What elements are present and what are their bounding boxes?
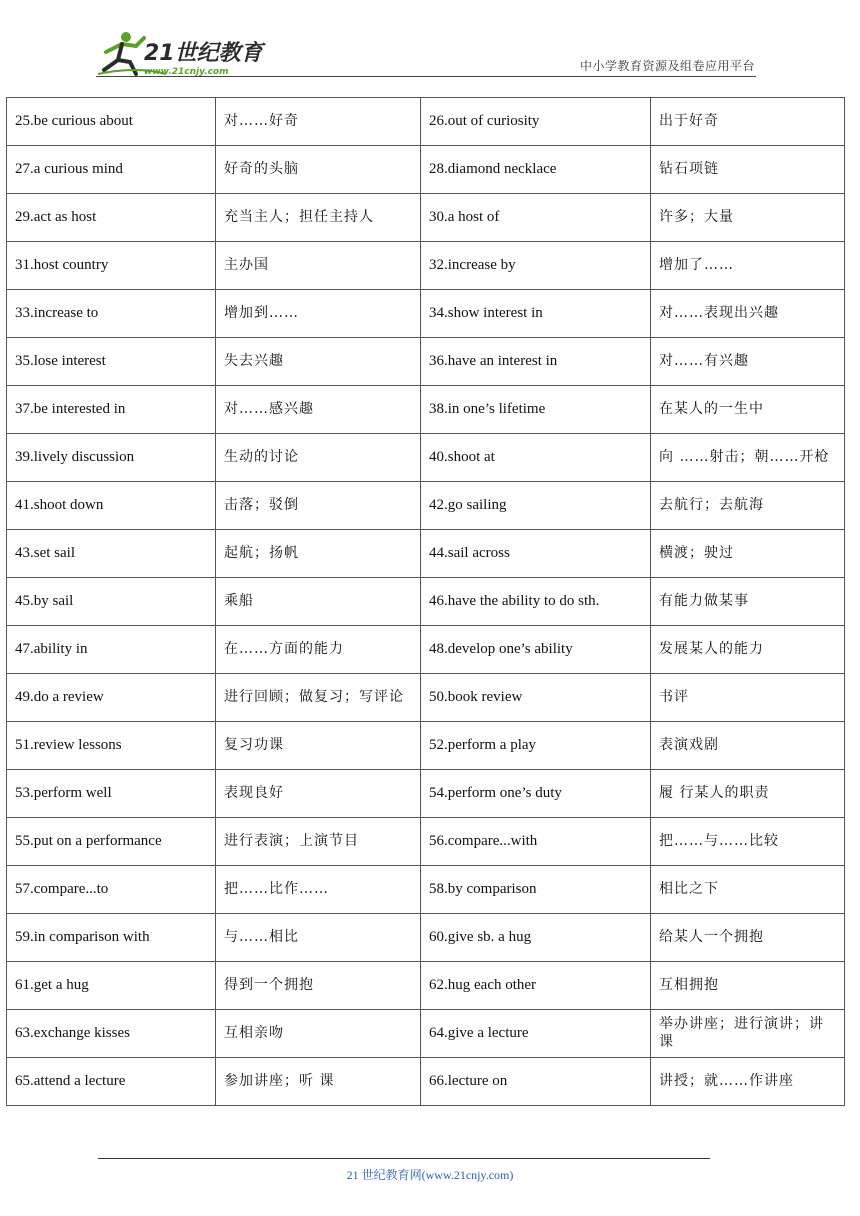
meaning-cell: 进行回顾；做复习；写评论 [216, 674, 421, 722]
meaning-cell: 对……有兴趣 [651, 338, 845, 386]
phrase-cell: 49.do a review [7, 674, 216, 722]
table-row [7, 1010, 845, 1058]
meaning-cell: 书评 [651, 674, 845, 722]
meaning-cell: 好奇的头脑 [216, 146, 421, 194]
phrase-cell: 48.develop one’s ability [421, 626, 651, 674]
phrase-cell: 33.increase to [7, 290, 216, 338]
meaning-cell: 把……比作…… [216, 866, 421, 914]
table-row [7, 290, 845, 338]
meaning-cell: 对……表现出兴趣 [651, 290, 845, 338]
phrase-cell: 60.give sb. a hug [421, 914, 651, 962]
phrase-cell: 32.increase by [421, 242, 651, 290]
phrase-cell: 39.lively discussion [7, 434, 216, 482]
phrase-cell: 57.compare...to [7, 866, 216, 914]
meaning-cell: 相比之下 [651, 866, 845, 914]
page-header [0, 0, 860, 80]
phrase-cell: 36.have an interest in [421, 338, 651, 386]
table-row [7, 866, 845, 914]
table-row [7, 386, 845, 434]
meaning-cell: 把……与……比较 [651, 818, 845, 866]
meaning-cell: 对……好奇 [216, 98, 421, 146]
meaning-cell: 横渡；驶过 [651, 530, 845, 578]
phrase-cell: 50.book review [421, 674, 651, 722]
meaning-cell: 生动的讨论 [216, 434, 421, 482]
vocabulary-table [6, 97, 845, 1106]
footer-link[interactable]: 21 世纪教育网(www.21cnjy.com) [346, 1168, 514, 1182]
phrase-cell: 29.act as host [7, 194, 216, 242]
meaning-cell: 互相亲吻 [216, 1010, 421, 1058]
meaning-cell: 复习功课 [216, 722, 421, 770]
phrase-cell: 61.get a hug [7, 962, 216, 1010]
meaning-cell: 向 ……射击；朝……开枪 [651, 434, 845, 482]
site-logo [96, 30, 266, 78]
phrase-cell: 45.by sail [7, 578, 216, 626]
header-tagline: 中小学教育资源及组卷应用平台 [579, 59, 755, 73]
meaning-cell: 给某人一个拥抱 [651, 914, 845, 962]
phrase-cell: 43.set sail [7, 530, 216, 578]
table-row [7, 194, 845, 242]
table-row [7, 914, 845, 962]
meaning-cell: 有能力做某事 [651, 578, 845, 626]
phrase-cell: 30.a host of [421, 194, 651, 242]
table-row [7, 722, 845, 770]
table-row [7, 578, 845, 626]
meaning-cell: 起航；扬帆 [216, 530, 421, 578]
table-row [7, 530, 845, 578]
phrase-cell: 59.in comparison with [7, 914, 216, 962]
footer-divider [98, 1158, 710, 1159]
meaning-cell: 讲授；就……作讲座 [651, 1058, 845, 1106]
meaning-cell: 增加了…… [651, 242, 845, 290]
meaning-cell: 许多；大量 [651, 194, 845, 242]
meaning-cell: 去航行；去航海 [651, 482, 845, 530]
phrase-cell: 44.sail across [421, 530, 651, 578]
phrase-cell: 62.hug each other [421, 962, 651, 1010]
phrase-cell: 64.give a lecture [421, 1010, 651, 1058]
meaning-cell: 增加到…… [216, 290, 421, 338]
phrase-cell: 63.exchange kisses [7, 1010, 216, 1058]
phrase-cell: 34.show interest in [421, 290, 651, 338]
table-row [7, 434, 845, 482]
phrase-cell: 35.lose interest [7, 338, 216, 386]
meaning-cell: 发展某人的能力 [651, 626, 845, 674]
phrase-cell: 54.perform one’s duty [421, 770, 651, 818]
meaning-cell: 失去兴趣 [216, 338, 421, 386]
phrase-cell: 46.have the ability to do sth. [421, 578, 651, 626]
meaning-cell: 进行表演；上演节目 [216, 818, 421, 866]
phrase-cell: 25.be curious about [7, 98, 216, 146]
table-row [7, 1058, 845, 1106]
phrase-cell: 28.diamond necklace [421, 146, 651, 194]
meaning-cell: 表演戏剧 [651, 722, 845, 770]
table-row [7, 338, 845, 386]
table-row [7, 818, 845, 866]
meaning-cell: 乘船 [216, 578, 421, 626]
meaning-cell: 充当主人；担任主持人 [216, 194, 421, 242]
logo-main-text: 21世纪教育 [144, 41, 263, 66]
meaning-cell: 击落；驳倒 [216, 482, 421, 530]
meaning-cell: 得到一个拥抱 [216, 962, 421, 1010]
phrase-cell: 65.attend a lecture [7, 1058, 216, 1106]
table-row [7, 962, 845, 1010]
meaning-cell: 表现良好 [216, 770, 421, 818]
table-row [7, 146, 845, 194]
meaning-cell: 举办讲座；进行演讲；讲课 [651, 1010, 845, 1058]
meaning-cell: 履 行某人的职责 [651, 770, 845, 818]
phrase-cell: 41.shoot down [7, 482, 216, 530]
table-row [7, 482, 845, 530]
phrase-cell: 27.a curious mind [7, 146, 216, 194]
meaning-cell: 参加讲座；听 课 [216, 1058, 421, 1106]
phrase-cell: 58.by comparison [421, 866, 651, 914]
phrase-cell: 55.put on a performance [7, 818, 216, 866]
meaning-cell: 与……相比 [216, 914, 421, 962]
table-row [7, 98, 845, 146]
phrase-cell: 37.be interested in [7, 386, 216, 434]
meaning-cell: 对……感兴趣 [216, 386, 421, 434]
phrase-cell: 26.out of curiosity [421, 98, 651, 146]
meaning-cell: 主办国 [216, 242, 421, 290]
meaning-cell: 在……方面的能力 [216, 626, 421, 674]
table-row [7, 770, 845, 818]
phrase-cell: 51.review lessons [7, 722, 216, 770]
phrase-cell: 38.in one’s lifetime [421, 386, 651, 434]
meaning-cell: 在某人的一生中 [651, 386, 845, 434]
logo-sub-text: www.21cnjy.com [144, 67, 229, 77]
meaning-cell: 出于好奇 [651, 98, 845, 146]
phrase-cell: 40.shoot at [421, 434, 651, 482]
table-row [7, 242, 845, 290]
table-row [7, 674, 845, 722]
meaning-cell: 钻石项链 [651, 146, 845, 194]
phrase-cell: 52.perform a play [421, 722, 651, 770]
header-divider [96, 76, 756, 77]
phrase-cell: 53.perform well [7, 770, 216, 818]
table-row [7, 626, 845, 674]
phrase-cell: 47.ability in [7, 626, 216, 674]
phrase-cell: 56.compare...with [421, 818, 651, 866]
runner-logo-icon [96, 30, 266, 78]
phrase-cell: 31.host country [7, 242, 216, 290]
phrase-cell: 66.lecture on [421, 1058, 651, 1106]
meaning-cell: 互相拥抱 [651, 962, 845, 1010]
phrase-cell: 42.go sailing [421, 482, 651, 530]
